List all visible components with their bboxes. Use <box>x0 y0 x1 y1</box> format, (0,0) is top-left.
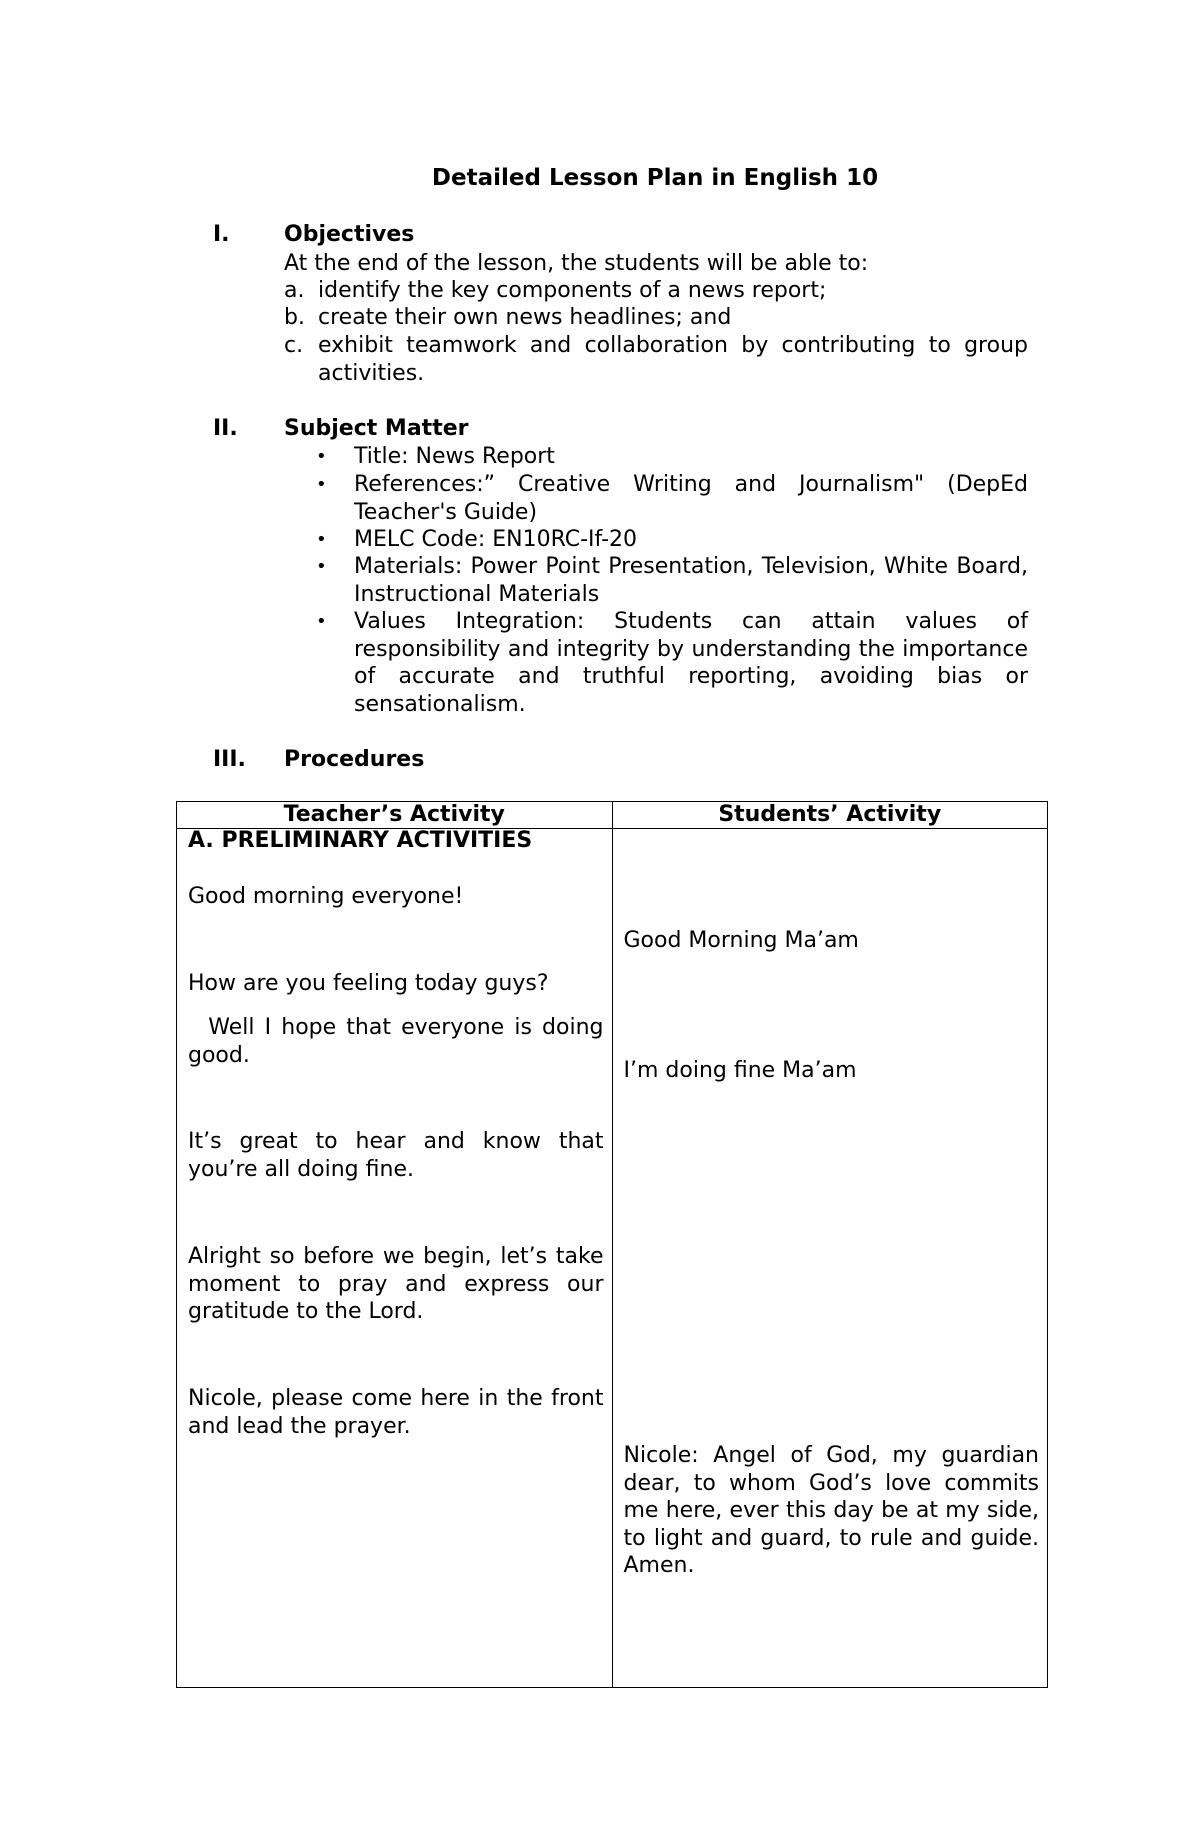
preliminary-activities-heading: A. PRELIMINARY ACTIVITIES <box>188 828 533 853</box>
objective-letter: a. <box>284 278 305 303</box>
subject-matter-heading: Subject Matter <box>284 416 469 441</box>
teacher-line: It’s great to hear and know that you’re all doing fine. <box>188 1129 604 1182</box>
objective-item: exhibit teamwork and collaboration by contributing to group activities. <box>318 333 1028 386</box>
students-activity-cell <box>612 829 1048 1688</box>
student-line: Good Morning Ma’am <box>623 928 859 953</box>
teacher-activity-cell <box>177 829 613 1688</box>
procedures-table <box>176 801 1048 1688</box>
students-activity-header: Students’ Activity <box>612 802 1048 829</box>
document-title: Detailed Lesson Plan in English 10 <box>431 165 879 191</box>
objectives-heading: Objectives <box>284 222 415 247</box>
table-header-row <box>177 802 1048 829</box>
procedures-number: III. <box>213 747 246 772</box>
subject-matter-item: MELC Code: EN10RC-If-20 <box>354 527 638 552</box>
table-row <box>177 829 1048 1688</box>
bullet-icon: • <box>316 474 327 495</box>
objective-item: create their own news headlines; and <box>318 305 732 330</box>
subject-matter-number: II. <box>213 416 238 441</box>
teacher-line: How are you feeling today guys? <box>188 971 549 996</box>
bullet-icon: • <box>316 446 327 467</box>
bullet-icon: • <box>316 611 327 632</box>
teacher-line: Alright so before we begin, let’s take moment to pray and express our gratitude to the Lord. <box>188 1244 604 1324</box>
objectives-number: I. <box>213 222 230 247</box>
student-line: Nicole: Angel of God, my guardian dear, to whom God’s love commits me here, ever this day be at my side, to light and guard, to rule and guide. Amen. <box>623 1443 1039 1578</box>
teacher-line: Nicole, please come here in the front and lead the prayer. <box>188 1386 604 1439</box>
student-line: I’m doing fine Ma’am <box>623 1058 857 1083</box>
subject-matter-item: Title: News Report <box>354 444 555 469</box>
subject-matter-item: Values Integration: Students can attain values of responsibility and integrity by understanding the importance of accurate and truthful reporting, avoiding bias or sensationalism. <box>354 609 1028 717</box>
teacher-line: Good morning everyone! <box>188 884 464 909</box>
procedures-heading: Procedures <box>284 747 425 772</box>
teacher-activity-header: Teacher’s Activity <box>177 802 613 829</box>
bullet-icon: • <box>316 529 327 550</box>
bullet-icon: • <box>316 556 327 577</box>
objective-letter: c. <box>284 333 304 358</box>
subject-matter-item: Materials: Power Point Presentation, Television, White Board, Instructional Materials <box>354 554 1028 607</box>
objective-letter: b. <box>284 305 305 330</box>
teacher-line: Well I hope that everyone is doing good. <box>188 1015 611 1068</box>
subject-matter-item: References:” Creative Writing and Journalism" (DepEd Teacher's Guide) <box>354 472 1028 525</box>
objectives-intro: At the end of the lesson, the students will be able to: <box>284 251 869 276</box>
objective-item: identify the key components of a news report; <box>318 278 827 303</box>
